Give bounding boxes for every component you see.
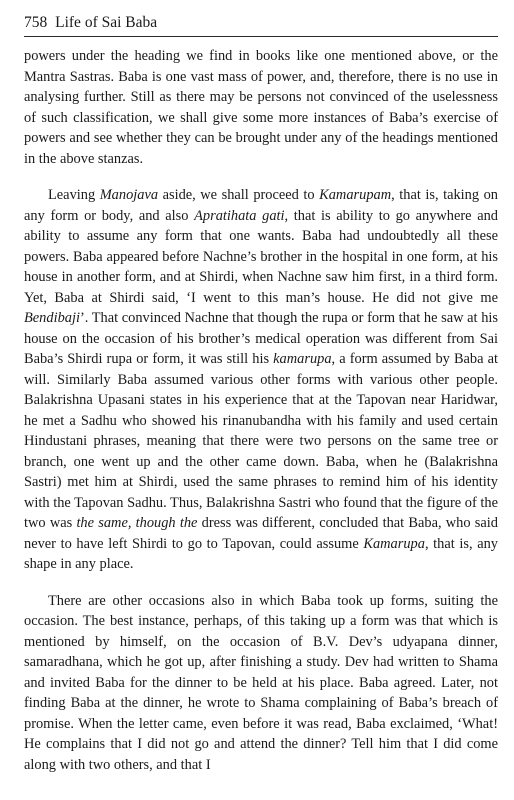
paragraph-1 xyxy=(24,46,498,169)
paragraph-gap xyxy=(24,169,498,185)
text-run: , that is, any shape in any place. xyxy=(24,535,498,572)
text-run: , that is, taking on any form or body, and also xyxy=(24,187,498,224)
running-header xyxy=(24,14,498,37)
paragraph-2 xyxy=(24,185,498,575)
text-run: , a form assumed by Baba at will. Similarly Baba assumed various other forms with various other people. Balakrishna Upasani states in his experience that at the Tapovan near Haridwar, he met a Sadhu who showed his rinanubandha with his family and used certain Hindustani phrases, meaning that there were two persons on the same tree or branch, one went up and the other came down. Baba, when he (Balakrishna Sastri) met him at Shirdi, used the same phrases to remind him of his identity with the Tapovan Sadhu. Thus, Balakrishna Sastri who found that the figure of the two was xyxy=(24,351,499,531)
italic-text-run: Manojava xyxy=(99,187,159,203)
page-number: 758 xyxy=(24,14,48,31)
text-run: ’. That convinced Nachne that though the rupa or form that he saw at his house on the occasion of his brother’s medical operation was different from Sai Baba’s Shirdi rupa or form, it was still his xyxy=(24,310,498,367)
italic-text-run: the same, though the xyxy=(76,515,198,531)
italic-text-run: Kamarupa xyxy=(363,535,425,552)
italic-text-run: Apratihata gati xyxy=(194,207,285,224)
book-page xyxy=(24,14,498,775)
text-run: dress was different, concluded that Baba, who said never to have left Shirdi to go to Tapovan, could assume xyxy=(24,515,498,552)
text-run: aside, we shall proceed to xyxy=(158,187,320,203)
text-run: Leaving xyxy=(48,187,100,203)
text-run: powers under the heading we find in books like one mentioned above, or the Mantra Sastras. Baba is one vast mass of power, and, therefore, there is no use in analysing further. Still as there may be persons not convinced of the uselessness of such classification, we shall give some more instances of Baba’s exercise of powers and see whether they can be brought under any of the headings mentioned in the above stanzas. xyxy=(24,48,498,167)
italic-text-run: Kamarupam xyxy=(319,187,392,203)
text-run: There are other occasions also in which Baba took up forms, suiting the occasion. The best instance, perhaps, of this taking up a form was that which is mentioned by himself, on the occasion of B.V. Dev’s udyapana dinner, samaradhana, which he got up, after finishing a study. Dev had written to Shama and invited Baba for the dinner to be held at his place. Baba agreed. Later, not finding Baba at the dinner, he wrote to Shama complaining of Baba’s breach of promise. When the letter came, even before it was read, Baba exclaimed, ‘What! He complains that I did not go and attend the dinner? Tell him that I did come along with two others, and that I xyxy=(24,592,498,773)
book-title: Life of Sai Baba xyxy=(55,14,158,31)
paragraph-3 xyxy=(24,591,498,776)
italic-text-run: Bendibaji xyxy=(24,310,80,326)
italic-text-run: kamarupa xyxy=(273,351,332,367)
paragraph-gap xyxy=(24,575,498,591)
text-run: , that is ability to go anywhere and ability to assume any form that one wants. Baba had undoubtedly all these powers. Baba appeared before Nachne’s brother in the hospital in one form, at his house in another form, and at Shirdi, when Nachne saw him first, in a third form. Yet, Baba at Shirdi said, ‘I went to this man’s house. He did not give me xyxy=(24,207,498,306)
